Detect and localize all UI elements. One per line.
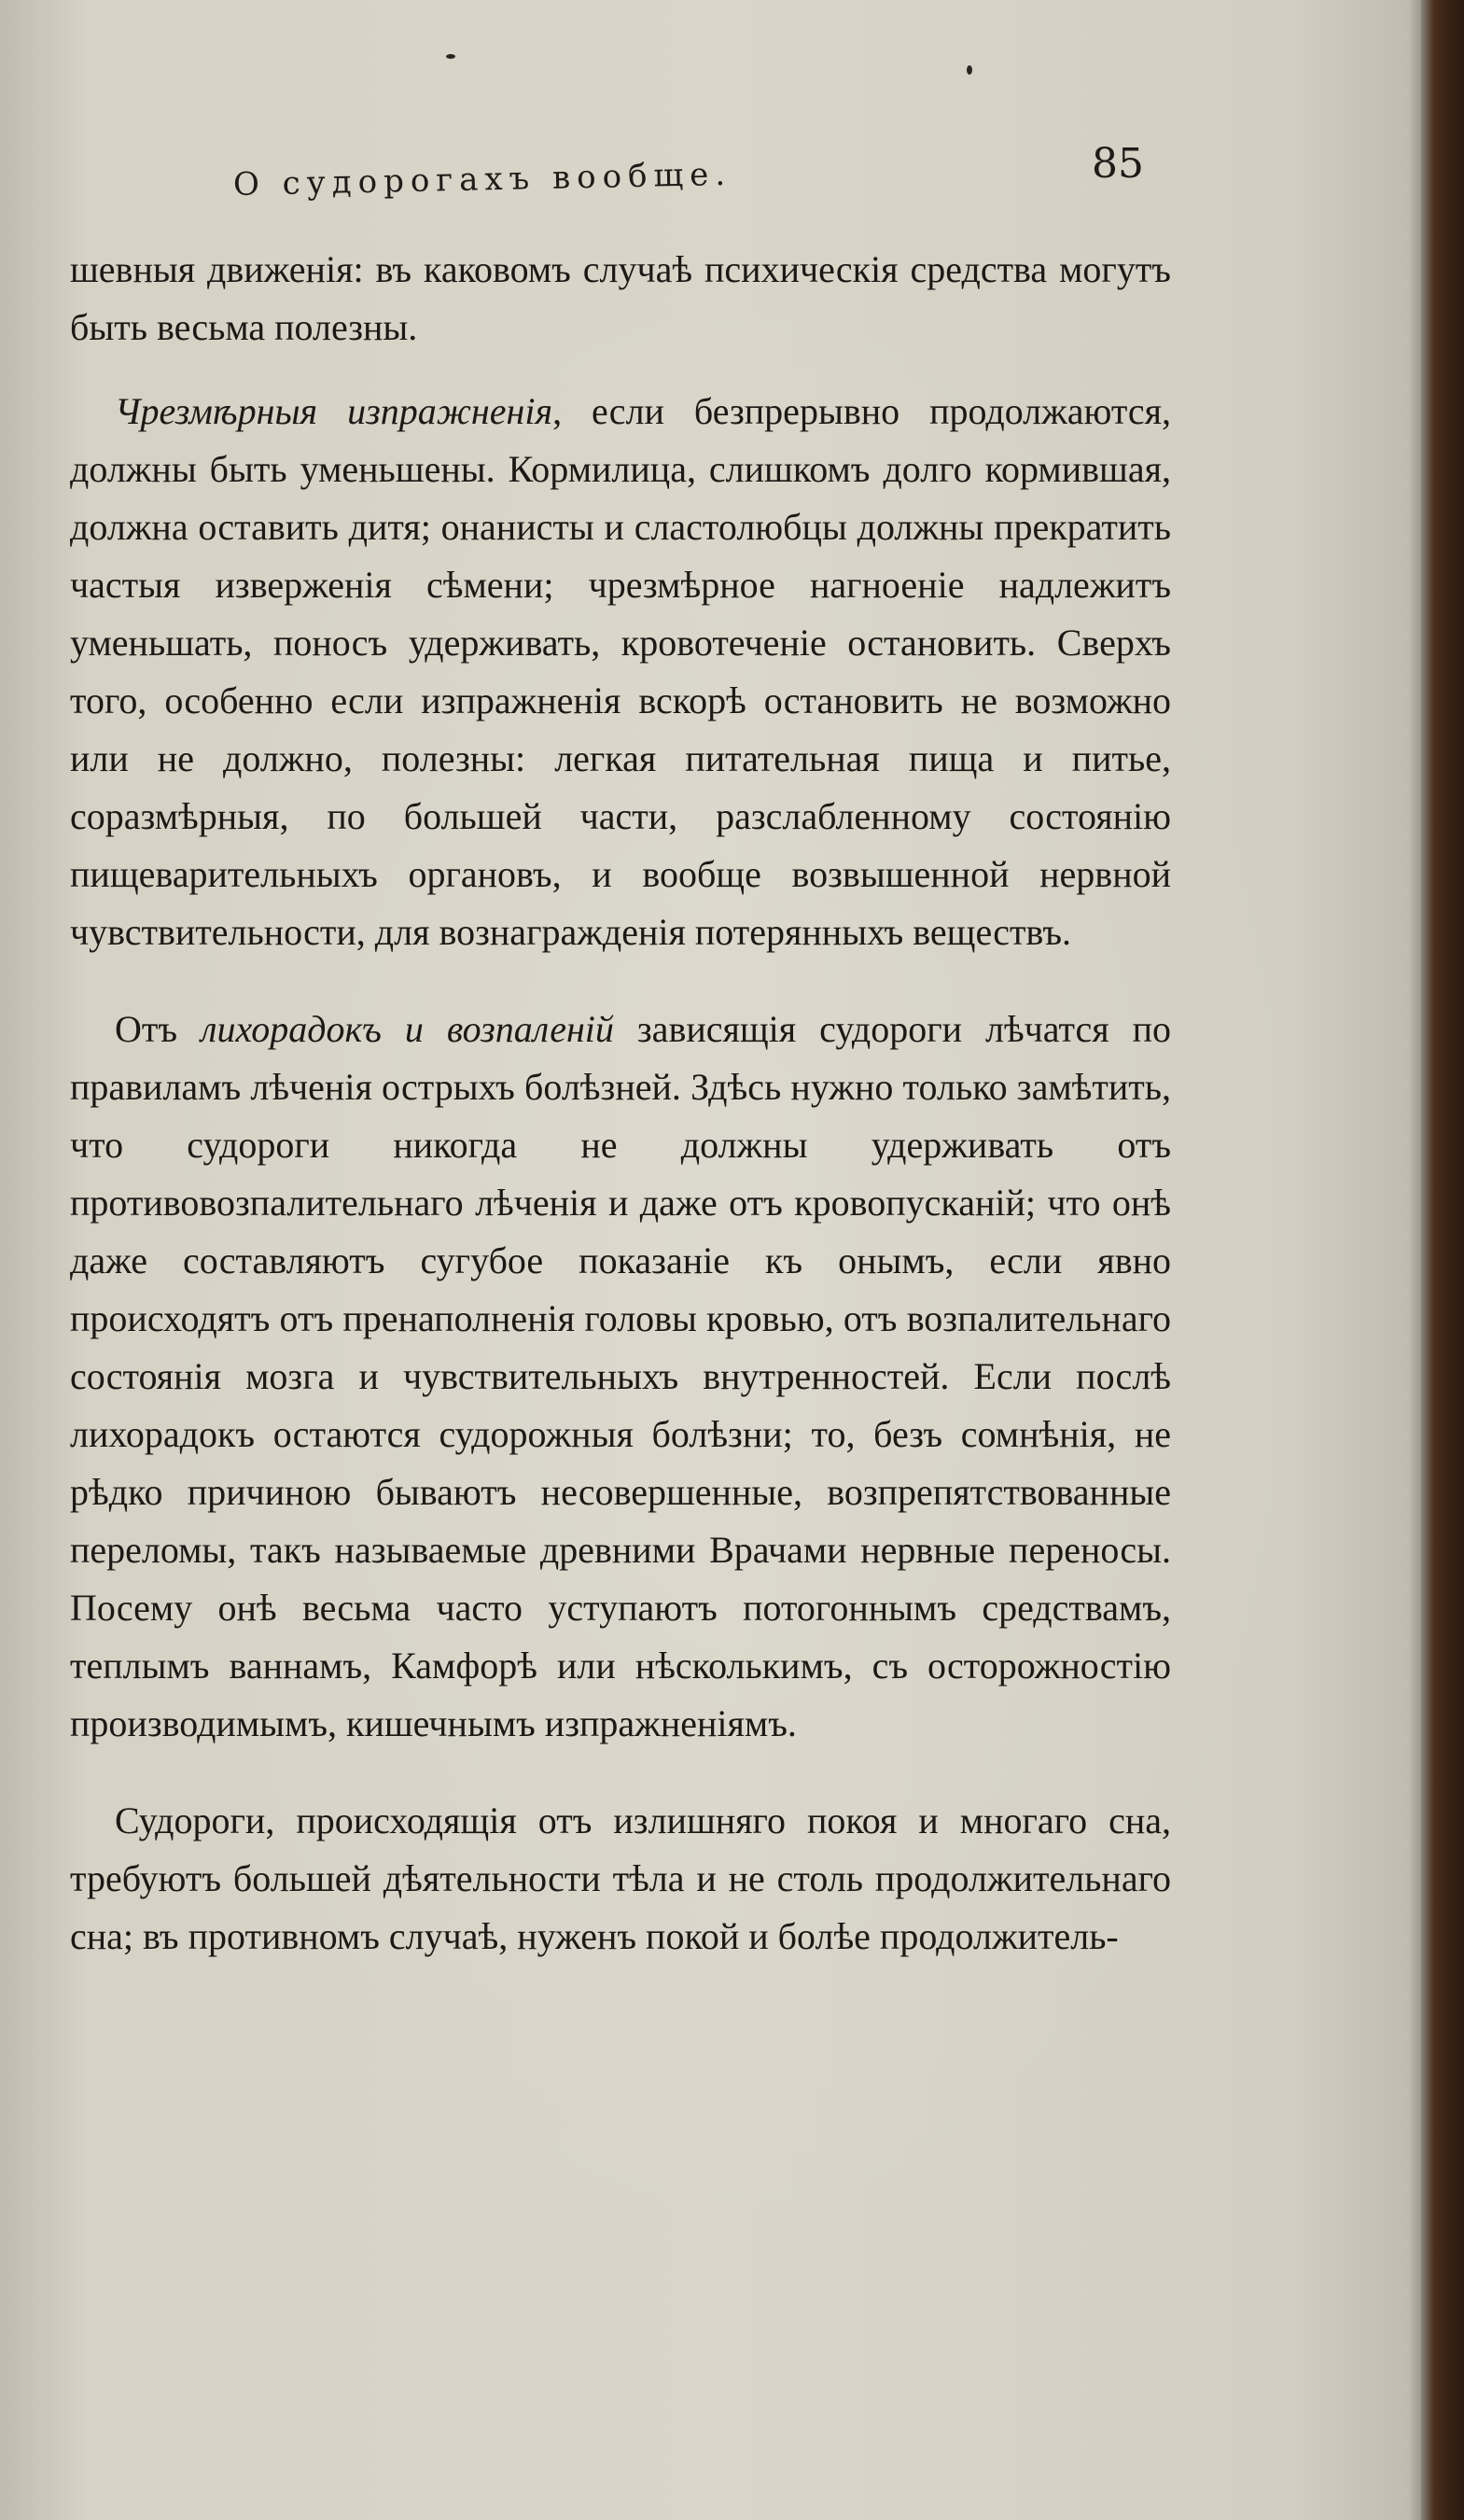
italic-term: Чрезмѣрныя изпражненія — [115, 390, 553, 432]
italic-term: лихорадокъ и возпаленій — [201, 1008, 614, 1050]
paragraph — [70, 383, 1171, 961]
paragraph-text: Отъ — [115, 1008, 202, 1050]
paragraph-text: , если безпрерывно продолжаются, должны быть уменьшены. Кормилица, слишкомъ долго кормившая, должна оставить дитя; онанисты и сластолюбцы должны прекратить частыя изверженія сѣмени; чрезмѣрное нагноеніе надлежитъ уменьшать, поносъ удерживать, кровотеченіе остановить. Сверхъ того, особенно если изпражненія вскорѣ остановить не возможно или не должно, полезны: легкая питательная пища и питье, соразмѣрныя, по большей части, разслабленному состоянію пищеварительныхъ органовъ, и вообще возвышенной нервной чувствительности, для вознагражденія потерянныхъ веществъ. — [70, 390, 1171, 953]
paragraph-text: Судороги, происходящія отъ излишняго покоя и многаго сна, требуютъ большей дѣятельности тѣла и не столь продолжительнаго сна; въ противномъ случаѣ, нуженъ покой и болѣе продолжитель- — [70, 1799, 1171, 1957]
paragraph — [70, 241, 1171, 357]
page-shadow — [1408, 0, 1421, 2520]
paragraph-text: зависящія судороги лѣчатся по правиламъ лѣченія острыхъ болѣзней. Здѣсь нужно только замѣтить, что судороги никогда не должны удерживать отъ противовозпалительнаго лѣченія и даже отъ кровопусканій; что онѣ даже составляютъ сугубое показаніе къ онымъ, если явно происходятъ отъ пренаполненія головы кровью, отъ возпалительнаго состоянія мозга и чувствительныхъ внутренностей. Если послѣ лихорадокъ остаются судорожныя болѣзни; то, безъ сомнѣнія, не рѣдко причиною бываютъ несовершенные, возпрепятствованные переломы, такъ называемые древними Врачами нервные переносы. Посему онѣ весьма часто уступаютъ потогоннымъ средствамъ, теплымъ ваннамъ, Камфорѣ или нѣсколькимъ, съ осторожностію производимымъ, кишечнымъ изпражненіямъ. — [70, 1008, 1171, 1744]
body-text — [70, 241, 1171, 1966]
paragraph-text: шевныя движенія: въ каковомъ случаѣ психическія средства могутъ быть весьма полезны. — [70, 248, 1171, 348]
ink-speck — [967, 65, 972, 75]
paragraph — [70, 1001, 1171, 1753]
paragraph — [70, 1792, 1171, 1966]
ink-speck — [446, 54, 455, 59]
page-number: 85 — [1092, 140, 1144, 188]
book-spine — [1421, 0, 1464, 2520]
running-title: О судорогахъ вообще. — [232, 155, 732, 203]
